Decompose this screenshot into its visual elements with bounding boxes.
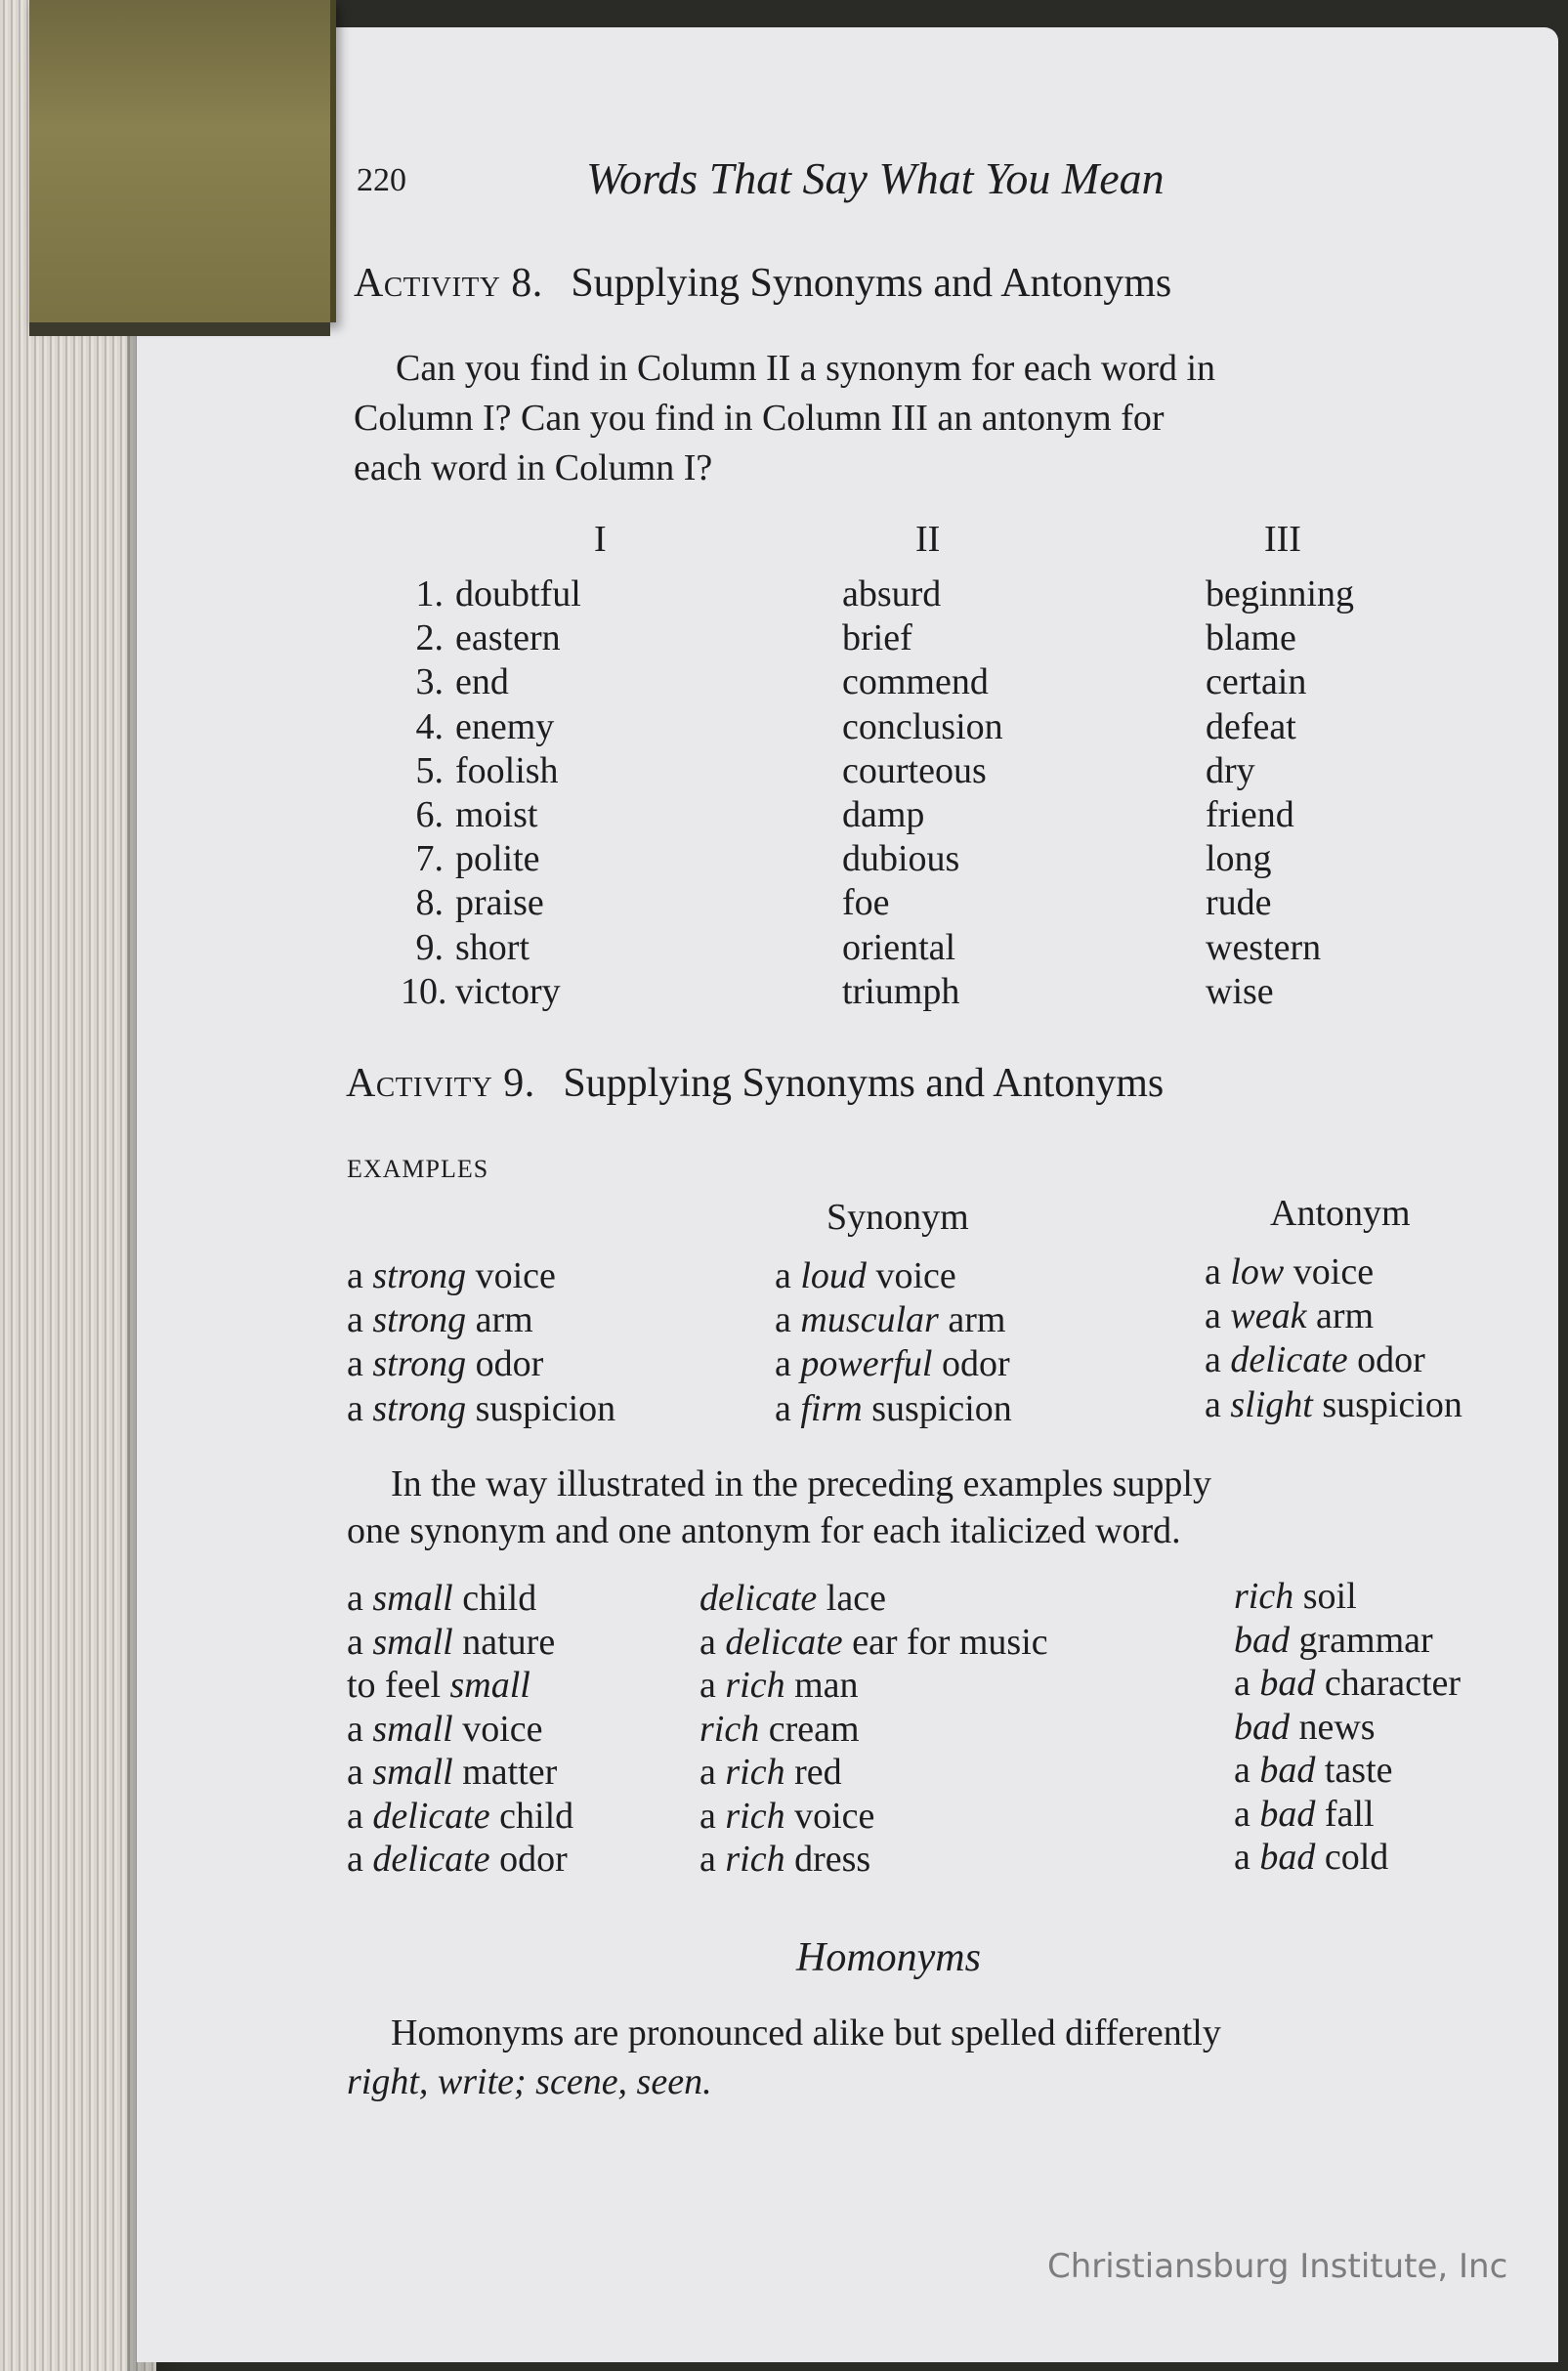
exercise-phrase-text: grammar <box>1290 1619 1433 1661</box>
exercise-phrase-text: odor <box>489 1839 568 1880</box>
exercise-phrase-text: child <box>489 1795 574 1837</box>
exercise-phrase-text: cream <box>759 1708 860 1750</box>
antonym-phrase-text: arm <box>1306 1295 1375 1337</box>
column-i-word: moist <box>455 794 538 836</box>
example-phrase <box>347 1254 615 1298</box>
antonym-phrase-text: suspicion <box>1312 1383 1462 1425</box>
list-item <box>401 881 581 925</box>
examples-column-synonym <box>775 1254 1012 1431</box>
exercise-phrase-text: nature <box>452 1621 556 1663</box>
antonym-phrase-italic: slight <box>1230 1383 1313 1425</box>
activity-8-title: Supplying Synonyms and Antonyms <box>571 261 1172 306</box>
synonym-phrase-text: voice <box>866 1255 956 1296</box>
activity-9-instruction-line-1: In the way illustrated in the preceding examples supply <box>391 1463 1211 1504</box>
exercise-phrase-italic: rich <box>725 1752 785 1793</box>
exercise-phrase-text: a <box>699 1795 726 1837</box>
exercise-phrase <box>347 1621 573 1665</box>
homonyms-heading: Homonyms <box>796 1935 981 1980</box>
exercise-phrase-text: man <box>784 1665 859 1706</box>
exercise-phrase-text: child <box>452 1578 537 1619</box>
column-iii-word: rude <box>1206 882 1272 924</box>
exercise-phrase-italic: rich <box>725 1839 785 1880</box>
list-item <box>401 705 581 749</box>
activity-8-column-iii <box>1206 572 1354 1014</box>
exercise-phrase <box>347 1577 573 1621</box>
examples-column-antonym <box>1205 1250 1462 1427</box>
example-phrase-text: arm <box>466 1299 533 1341</box>
antonym-phrase <box>1205 1338 1462 1382</box>
exercise-phrase-text: soil <box>1293 1576 1357 1617</box>
exercise-phrase-text: matter <box>452 1752 558 1793</box>
exercise-phrase <box>347 1751 573 1795</box>
exercise-phrase-text: a <box>699 1621 726 1663</box>
exercise-column-2 <box>699 1577 1048 1882</box>
example-phrase-italic: strong <box>372 1299 467 1341</box>
column-ii-word: brief <box>842 617 912 659</box>
column-iii-word: long <box>1206 838 1272 880</box>
exercise-phrase-text: ear for music <box>842 1621 1048 1663</box>
exercise-phrase-italic: small <box>449 1665 530 1706</box>
exercise-phrase-italic: small <box>372 1708 453 1750</box>
column-iii-word: defeat <box>1206 705 1296 747</box>
item-number: 2. <box>415 617 444 659</box>
index-tab <box>29 0 336 322</box>
activity-9-heading <box>346 1060 1164 1107</box>
running-head: Words That Say What You Mean <box>586 153 1165 203</box>
column-iii-word: certain <box>1206 661 1307 703</box>
exercise-phrase <box>699 1751 1048 1795</box>
example-phrase-text: suspicion <box>466 1387 616 1429</box>
exercise-phrase <box>1234 1706 1461 1750</box>
watermark: Christiansburg Institute, Inc <box>1047 2247 1508 2286</box>
antonym-phrase <box>1205 1383 1462 1427</box>
antonym-phrase-italic: weak <box>1230 1295 1307 1337</box>
column-ii-word: dubious <box>842 838 960 880</box>
antonym-phrase-text: a <box>1205 1339 1231 1381</box>
synonym-header: Synonym <box>826 1197 969 1238</box>
exercise-phrase <box>1234 1662 1461 1706</box>
example-phrase-text: a <box>347 1255 373 1296</box>
example-phrase <box>347 1342 615 1386</box>
synonym-phrase-text: a <box>775 1343 801 1385</box>
activity-8-instruction-line-1: Can you find in Column II a synonym for each word in <box>396 348 1216 389</box>
list-item <box>401 660 581 704</box>
exercise-phrase-text: news <box>1290 1706 1376 1748</box>
exercise-phrase <box>347 1838 573 1882</box>
exercise-phrase-text: red <box>784 1752 842 1793</box>
synonym-phrase-italic: powerful <box>800 1343 933 1385</box>
synonym-phrase-text: a <box>775 1255 801 1296</box>
example-phrase-text: voice <box>466 1255 556 1296</box>
activity-8-instruction-line-3: each word in Column I? <box>354 447 713 488</box>
exercise-phrase <box>699 1664 1048 1708</box>
column-ii-word: oriental <box>842 926 956 968</box>
exercise-phrase-text: taste <box>1315 1750 1393 1791</box>
item-number: 1. <box>415 573 444 614</box>
column-ii-word: absurd <box>842 573 942 614</box>
synonym-phrase-italic: muscular <box>800 1299 939 1341</box>
example-phrase <box>347 1298 615 1342</box>
list-item <box>401 616 581 660</box>
exercise-phrase-italic: rich <box>725 1795 785 1837</box>
column-iii-word: wise <box>1206 970 1274 1012</box>
exercise-phrase-text: cold <box>1315 1837 1389 1878</box>
exercise-phrase-text: a <box>347 1795 373 1837</box>
column-i-word: enemy <box>455 705 555 747</box>
exercise-phrase <box>1234 1619 1461 1663</box>
column-ii-word: commend <box>842 661 989 703</box>
exercise-phrase-text: a <box>1234 1793 1260 1835</box>
column-i-word: praise <box>455 882 544 924</box>
exercise-phrase-text: a <box>1234 1750 1260 1791</box>
examples-column-1 <box>347 1254 615 1431</box>
synonym-phrase-text: odor <box>932 1343 1010 1385</box>
column-header-iii: III <box>1264 519 1301 560</box>
synonym-phrase <box>775 1342 1012 1386</box>
exercise-phrase <box>699 1795 1048 1839</box>
exercise-phrase-text: a <box>347 1752 373 1793</box>
exercise-phrase-text: lace <box>817 1578 886 1619</box>
synonym-phrase <box>775 1298 1012 1342</box>
exercise-phrase-italic: bad <box>1259 1793 1316 1835</box>
antonym-phrase-text: odor <box>1347 1339 1425 1381</box>
exercise-phrase-italic: rich <box>725 1665 785 1706</box>
antonym-phrase-text: voice <box>1284 1251 1375 1292</box>
exercise-phrase <box>1234 1749 1461 1793</box>
antonym-phrase-italic: low <box>1230 1251 1285 1292</box>
antonym-header: Antonym <box>1270 1193 1411 1234</box>
column-ii-word: conclusion <box>842 705 1003 747</box>
page-number: 220 <box>357 162 406 198</box>
exercise-phrase-text: voice <box>452 1708 543 1750</box>
exercise-phrase-italic: rich <box>1234 1576 1294 1617</box>
column-i-word: polite <box>455 838 540 880</box>
synonym-phrase <box>775 1387 1012 1431</box>
exercise-phrase <box>699 1577 1048 1621</box>
exercise-phrase <box>699 1708 1048 1752</box>
column-i-word: victory <box>455 970 561 1012</box>
exercise-phrase <box>1234 1836 1461 1880</box>
activity-8-column-ii <box>842 572 1003 1014</box>
exercise-phrase-italic: delicate <box>372 1795 490 1837</box>
column-iii-word: friend <box>1206 794 1294 836</box>
exercise-phrase-text: a <box>347 1839 373 1880</box>
exercise-column-3 <box>1234 1575 1461 1880</box>
example-phrase-italic: strong <box>372 1387 467 1429</box>
synonym-phrase-text: a <box>775 1387 801 1429</box>
column-iii-word: western <box>1206 926 1322 968</box>
column-i-word: short <box>455 926 530 968</box>
list-item <box>401 793 581 837</box>
example-phrase-italic: strong <box>372 1343 467 1385</box>
list-item <box>401 926 581 970</box>
exercise-phrase-text: to feel <box>347 1665 450 1706</box>
exercise-phrase-italic: small <box>372 1621 453 1663</box>
example-phrase-text: a <box>347 1387 373 1429</box>
exercise-phrase-italic: bad <box>1259 1750 1316 1791</box>
exercise-column-1 <box>347 1577 573 1882</box>
activity-8-instruction-line-2: Column I? Can you find in Column III an antonym for <box>354 398 1165 439</box>
list-item <box>401 749 581 793</box>
exercise-phrase <box>1234 1575 1461 1619</box>
exercise-phrase <box>347 1708 573 1752</box>
exercise-phrase-italic: delicate <box>699 1578 818 1619</box>
exercise-phrase-text: character <box>1315 1663 1462 1704</box>
list-item <box>401 572 581 616</box>
examples-label: EXAMPLES <box>347 1155 489 1183</box>
synonym-phrase-text: suspicion <box>862 1387 1012 1429</box>
example-phrase-italic: strong <box>372 1255 467 1296</box>
exercise-phrase-text: a <box>1234 1837 1260 1878</box>
item-number: 10. <box>401 970 447 1012</box>
column-iii-word: beginning <box>1206 573 1354 614</box>
homonyms-examples: right, write; scene, seen. <box>347 2061 712 2102</box>
exercise-phrase <box>347 1795 573 1839</box>
column-i-word: doubtful <box>455 573 581 614</box>
item-number: 3. <box>415 661 444 703</box>
list-item <box>401 837 581 881</box>
activity-9-title: Supplying Synonyms and Antonyms <box>563 1061 1165 1106</box>
antonym-phrase-text: a <box>1205 1295 1231 1337</box>
column-i-word: foolish <box>455 749 559 791</box>
synonym-phrase-text: arm <box>938 1299 1006 1341</box>
item-number: 7. <box>415 838 444 880</box>
exercise-phrase-text: dress <box>784 1839 871 1880</box>
exercise-phrase-italic: rich <box>699 1708 760 1750</box>
exercise-phrase-italic: bad <box>1259 1663 1316 1704</box>
antonym-phrase-text: a <box>1205 1251 1231 1292</box>
exercise-phrase-italic: bad <box>1234 1706 1290 1748</box>
exercise-phrase-italic: delicate <box>725 1621 843 1663</box>
exercise-phrase-text: a <box>699 1839 726 1880</box>
exercise-phrase-text: a <box>1234 1663 1260 1704</box>
exercise-phrase-italic: delicate <box>372 1839 490 1880</box>
exercise-phrase <box>1234 1793 1461 1837</box>
exercise-phrase <box>347 1664 573 1708</box>
exercise-phrase <box>699 1621 1048 1665</box>
exercise-phrase-italic: small <box>372 1752 453 1793</box>
activity-8-column-i <box>401 572 581 1014</box>
antonym-phrase <box>1205 1250 1462 1294</box>
column-i-word: eastern <box>455 617 561 659</box>
exercise-phrase-text: a <box>347 1708 373 1750</box>
synonym-phrase-text: a <box>775 1299 801 1341</box>
synonym-phrase <box>775 1254 1012 1298</box>
column-ii-word: damp <box>842 794 925 836</box>
synonym-phrase-italic: loud <box>800 1255 867 1296</box>
antonym-phrase-text: a <box>1205 1383 1231 1425</box>
example-phrase <box>347 1387 615 1431</box>
item-number: 9. <box>415 926 444 968</box>
column-ii-word: triumph <box>842 970 960 1012</box>
column-ii-word: courteous <box>842 749 987 791</box>
item-number: 6. <box>415 794 444 836</box>
exercise-phrase-text: a <box>347 1578 373 1619</box>
activity-9-instruction-line-2: one synonym and one antonym for each italicized word. <box>347 1510 1181 1551</box>
column-header-ii: II <box>915 519 941 560</box>
column-i-word: end <box>455 661 509 703</box>
exercise-phrase-text: a <box>699 1752 726 1793</box>
activity-8-heading <box>354 260 1171 307</box>
exercise-phrase-italic: small <box>372 1578 453 1619</box>
exercise-phrase-text: voice <box>784 1795 875 1837</box>
column-iii-word: dry <box>1206 749 1255 791</box>
item-number: 5. <box>415 749 444 791</box>
exercise-phrase-italic: bad <box>1259 1837 1316 1878</box>
antonym-phrase <box>1205 1294 1462 1338</box>
exercise-phrase-italic: bad <box>1234 1619 1290 1661</box>
example-phrase-text: a <box>347 1343 373 1385</box>
antonym-phrase-italic: delicate <box>1230 1339 1348 1381</box>
column-header-i: I <box>594 519 607 560</box>
item-number: 8. <box>415 882 444 924</box>
list-item <box>401 970 581 1014</box>
synonym-phrase-italic: firm <box>800 1387 863 1429</box>
homonyms-definition: Homonyms are pronounced alike but spelled differently <box>391 2012 1221 2053</box>
example-phrase-text: a <box>347 1299 373 1341</box>
example-phrase-text: odor <box>466 1343 544 1385</box>
exercise-phrase-text: a <box>347 1621 373 1663</box>
item-number: 4. <box>415 705 444 747</box>
column-iii-word: blame <box>1206 617 1296 659</box>
activity-9-label: Activity 9. <box>346 1061 535 1106</box>
column-ii-word: foe <box>842 882 890 924</box>
exercise-phrase <box>699 1838 1048 1882</box>
exercise-phrase-text: fall <box>1315 1793 1375 1835</box>
activity-8-label: Activity 8. <box>354 261 543 306</box>
exercise-phrase-text: a <box>699 1665 726 1706</box>
